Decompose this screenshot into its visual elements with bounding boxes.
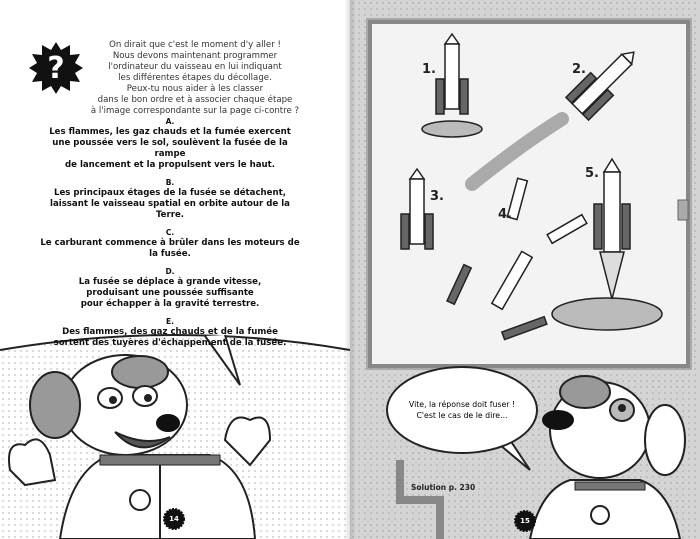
intro-line: Peux-tu nous aider à les classer [126,84,264,94]
step-letter: E. [166,317,174,326]
rocket-label-4: 4. [498,207,512,222]
page-number: 14 [169,515,179,523]
rocket-label-2: 2. [572,62,586,77]
step-letter: D. [165,267,175,276]
step-line: Le carburant commence à brûler dans les moteurs de la fusée. [40,238,300,259]
intro-line: dans le bon ordre et à associer chaque étape [97,95,293,105]
step-line: une poussée vers le sol, soulèvent la fusée de la rampe [52,138,288,159]
speech-line: C'est le cas de le dire... [416,411,508,420]
step-c [40,227,300,260]
step-line: La fusée se déplace à grande vitesse, [78,277,262,287]
step-line: laissant le vaisseau spatial en orbite autour de la Terre. [50,199,290,220]
step-letter: C. [165,228,175,237]
step-line: Les flammes, les gaz chauds et la fumée exercent [49,127,291,137]
step-line: Des flammes, des gaz chauds et de la fumée [62,327,278,337]
rocket-label-5: 5. [585,166,599,181]
step-e [40,316,300,349]
intro-line: On dirait que c'est le moment d'y aller ! [109,40,281,50]
step-line: sortent des tuyères d'échappement de la fusée. [53,338,287,348]
svg-text:?: ? [47,51,65,86]
right-page [350,0,700,539]
step-a [40,116,300,171]
step-line: produisant une poussée suffisante [86,288,254,298]
dog-illustration-right [350,0,700,539]
speech-bubble [386,366,538,454]
intro-line: les différentes étapes du décollage. [118,73,272,83]
question-badge-icon [28,40,84,96]
page-number: 15 [520,517,530,525]
step-line: Les principaux étages de la fusée se détachent, [53,188,286,198]
intro-line: l'ordinateur du vaisseau en lui indiquant [108,62,282,72]
intro-line: à l'image correspondante sur la page ci-contre ? [90,106,300,116]
intro-text [90,40,300,117]
step-b [40,177,300,221]
rocket-label-1: 1. [422,62,436,77]
step-letter: B. [165,178,175,187]
step-line: pour échapper à la gravité terrestre. [80,299,260,309]
solution-reference: Solution p. 230 [411,483,476,492]
step-d [40,266,300,310]
speech-line: Vite, la réponse doit fuser ! [408,400,516,409]
steps-list [40,116,300,355]
intro-line: Nous devons maintenant programmer [112,51,278,61]
step-line: de lancement et la propulsent vers le haut. [64,160,276,170]
rocket-label-3: 3. [430,189,444,204]
step-letter: A. [165,117,175,126]
